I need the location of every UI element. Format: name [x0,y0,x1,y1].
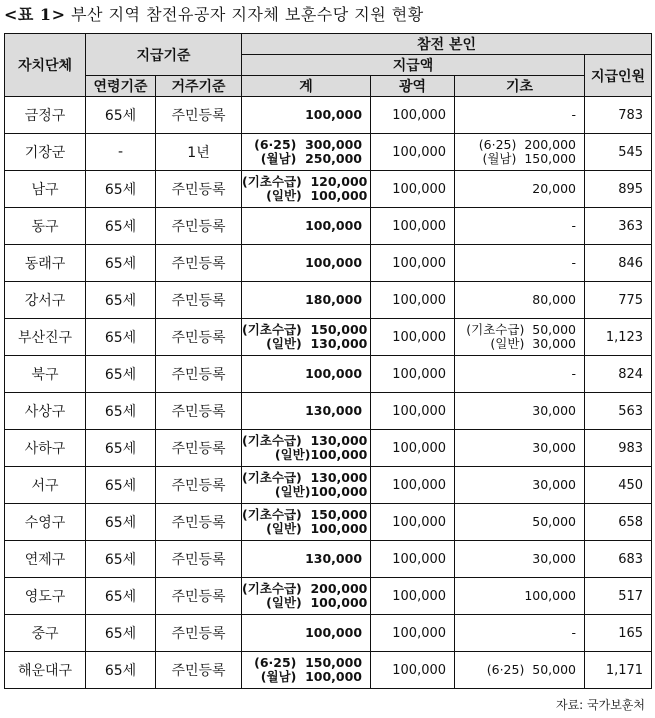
cell-basic-line: 30,000 [532,402,577,418]
cell-recipients: 658 [585,504,652,541]
cell-recipients: 824 [585,356,652,393]
cell-basic [455,319,585,356]
cell-recipients: 563 [585,393,652,430]
cell-total [242,97,371,134]
cell-basic [455,430,585,467]
cell-residence: 주민등록 [156,245,242,282]
cell-recipients: 1,171 [585,652,652,689]
cell-metro: 100,000 [371,393,455,430]
cell-age: 65세 [86,652,156,689]
cell-recipients: 846 [585,245,652,282]
cell-residence: 주민등록 [156,356,242,393]
table-row [5,97,652,134]
cell-total-line: (기초수급) 130,000 [242,469,368,485]
cell-age: 65세 [86,171,156,208]
cell-recipients: 683 [585,541,652,578]
cell-basic [455,171,585,208]
cell-metro: 100,000 [371,652,455,689]
cell-total-line: (6·25) 150,000 [254,654,363,670]
cell-total [242,171,371,208]
cell-basic-line: - [571,217,577,233]
cell-total-lines [305,293,362,307]
cell-residence: 주민등록 [156,171,242,208]
cell-basic-lines [572,108,577,122]
cell-total [242,430,371,467]
cell-recipients: 545 [585,134,652,171]
cell-total [242,319,371,356]
cell-basic-line: 30,000 [532,550,577,566]
header-recipients: 지급인원 [585,55,652,97]
table-row [5,652,652,689]
cell-total-line: 130,000 [305,550,363,566]
cell-recipients: 983 [585,430,652,467]
cell-total-line: (일반) 100,000 [266,594,368,610]
cell-basic-line: 20,000 [532,180,577,196]
cell-total-lines [305,626,362,640]
cell-recipients: 1,123 [585,319,652,356]
cell-region: 부산진구 [5,319,86,356]
cell-age: 65세 [86,430,156,467]
cell-total [242,578,371,615]
cell-total-line: (일반) 130,000 [266,335,368,351]
cell-region: 연제구 [5,541,86,578]
cell-total-line: (기초수급) 150,000 [242,321,368,337]
cell-basic [455,134,585,171]
source-note: 자료: 국가보훈처 [555,698,645,712]
cell-metro: 100,000 [371,504,455,541]
cell-basic [455,356,585,393]
cell-total [242,504,371,541]
cell-basic [455,467,585,504]
header-amount: 지급액 [242,55,585,76]
cell-region: 동구 [5,208,86,245]
cell-age: 65세 [86,356,156,393]
cell-metro: 100,000 [371,134,455,171]
cell-residence: 주민등록 [156,467,242,504]
cell-total-lines [242,175,367,203]
cell-total-lines [305,256,362,270]
cell-recipients: 517 [585,578,652,615]
cell-basic-line: (월남) 150,000 [482,150,577,166]
cell-age: 65세 [86,282,156,319]
cell-metro: 100,000 [371,578,455,615]
cell-basic [455,97,585,134]
cell-metro: 100,000 [371,467,455,504]
cell-basic-line: 80,000 [532,291,577,307]
cell-basic [455,615,585,652]
cell-recipients: 450 [585,467,652,504]
cell-total-line: (기초수급) 130,000 [242,432,368,448]
cell-basic-line: (6·25) 50,000 [486,661,577,677]
cell-basic-line: (6·25) 200,000 [478,136,577,152]
cell-region: 남구 [5,171,86,208]
cell-age: 65세 [86,208,156,245]
table-row [5,171,652,208]
cell-total-lines [254,656,362,684]
cell-total-line: (기초수급) 150,000 [242,506,368,522]
cell-residence: 주민등록 [156,208,242,245]
cell-total-lines [242,582,367,610]
table-caption: 부산 지역 참전유공자 지자체 보훈수당 지원 현황 [71,5,424,24]
cell-basic-line: - [571,254,577,270]
table-row [5,245,652,282]
cell-residence: 주민등록 [156,615,242,652]
cell-basic [455,578,585,615]
cell-total-lines [242,434,367,462]
table-row [5,541,652,578]
cell-age: 65세 [86,97,156,134]
cell-basic [455,245,585,282]
cell-total-line: 100,000 [305,365,363,381]
cell-basic-lines [532,441,576,455]
cell-basic-line: - [571,106,577,122]
cell-basic-lines [524,589,576,603]
cell-basic-lines [572,219,577,233]
cell-basic [455,652,585,689]
cell-total-line: (기초수급) 120,000 [242,173,368,189]
cell-total-line: 180,000 [305,291,363,307]
cell-residence: 주민등록 [156,97,242,134]
cell-basic-lines [572,626,577,640]
table-row [5,208,652,245]
cell-basic-lines [479,138,576,166]
cell-total-line: 100,000 [305,624,363,640]
cell-region: 영도구 [5,578,86,615]
cell-age: 65세 [86,467,156,504]
table-number: <표 1> [4,5,66,24]
cell-total-lines [242,471,367,499]
cell-total [242,615,371,652]
header-metro: 광역 [371,76,455,97]
cell-residence: 주민등록 [156,541,242,578]
header-basic: 기초 [455,76,585,97]
cell-total-line: 100,000 [305,254,363,270]
cell-total-line: (6·25) 300,000 [254,136,363,152]
header-criteria: 지급기준 [86,34,242,76]
cell-total-line: 100,000 [305,217,363,233]
cell-region: 동래구 [5,245,86,282]
cell-metro: 100,000 [371,430,455,467]
cell-recipients: 775 [585,282,652,319]
cell-total [242,134,371,171]
cell-basic-line: (기초수급) 50,000 [466,321,577,337]
cell-basic-line: 30,000 [532,439,577,455]
cell-basic-lines [532,552,576,566]
cell-metro: 100,000 [371,282,455,319]
header-veteran: 참전 본인 [242,34,652,55]
cell-region: 서구 [5,467,86,504]
cell-basic-lines [532,404,576,418]
cell-metro: 100,000 [371,208,455,245]
cell-basic-lines [532,182,576,196]
cell-residence: 주민등록 [156,504,242,541]
cell-basic-lines [572,367,577,381]
cell-total [242,208,371,245]
cell-region: 중구 [5,615,86,652]
cell-age: 65세 [86,504,156,541]
cell-metro: 100,000 [371,615,455,652]
cell-region: 강서구 [5,282,86,319]
table-row [5,319,652,356]
cell-total-lines [242,508,367,536]
cell-basic-lines [532,293,576,307]
cell-total [242,467,371,504]
cell-total [242,282,371,319]
cell-region: 금정구 [5,97,86,134]
cell-total-lines [254,138,362,166]
cell-total-line: (월남) 250,000 [260,150,363,166]
cell-metro: 100,000 [371,245,455,282]
cell-total-lines [305,108,362,122]
cell-total [242,393,371,430]
cell-residence: 1년 [156,134,242,171]
veteran-allowance-table [4,33,652,689]
cell-basic [455,282,585,319]
cell-total [242,356,371,393]
cell-region: 기장군 [5,134,86,171]
cell-recipients: 363 [585,208,652,245]
cell-region: 수영구 [5,504,86,541]
cell-total [242,245,371,282]
cell-recipients: 783 [585,97,652,134]
cell-region: 사하구 [5,430,86,467]
cell-residence: 주민등록 [156,578,242,615]
cell-basic [455,393,585,430]
cell-metro: 100,000 [371,171,455,208]
cell-age: - [86,134,156,171]
cell-basic [455,504,585,541]
cell-residence: 주민등록 [156,430,242,467]
cell-basic-line: - [571,624,577,640]
cell-basic [455,541,585,578]
cell-total-line: (일반) 100,000 [266,187,368,203]
cell-basic-lines [572,256,577,270]
cell-total-lines [305,552,362,566]
cell-total-lines [305,367,362,381]
cell-total-line: 100,000 [305,106,363,122]
cell-basic-line: 50,000 [532,513,577,529]
cell-total [242,541,371,578]
cell-region: 북구 [5,356,86,393]
cell-residence: 주민등록 [156,319,242,356]
cell-total-line: (월남) 100,000 [260,668,363,684]
table-row [5,393,652,430]
cell-age: 65세 [86,393,156,430]
cell-age: 65세 [86,541,156,578]
cell-total-lines [305,404,362,418]
cell-basic-line: - [571,365,577,381]
cell-age: 65세 [86,245,156,282]
table-row [5,504,652,541]
cell-residence: 주민등록 [156,652,242,689]
cell-basic-lines [487,663,576,677]
cell-region: 해운대구 [5,652,86,689]
table-row [5,430,652,467]
cell-total-line: (일반)100,000 [274,446,368,462]
cell-basic-lines [532,478,576,492]
cell-recipients: 165 [585,615,652,652]
table-row [5,578,652,615]
cell-total-lines [242,323,367,351]
header-residence: 거주기준 [156,76,242,97]
cell-total-lines [305,219,362,233]
cell-region: 사상구 [5,393,86,430]
cell-total-line: (기초수급) 200,000 [242,580,368,596]
cell-residence: 주민등록 [156,282,242,319]
cell-basic-line: 30,000 [532,476,577,492]
cell-basic-lines [466,323,576,351]
cell-recipients: 895 [585,171,652,208]
cell-residence: 주민등록 [156,393,242,430]
cell-total-line: (일반)100,000 [274,483,368,499]
cell-basic-line: (일반) 30,000 [490,335,577,351]
cell-total-line: (일반) 100,000 [266,520,368,536]
table-row [5,282,652,319]
cell-basic-lines [532,515,576,529]
table-row [5,467,652,504]
cell-basic-line: 100,000 [524,587,577,603]
cell-metro: 100,000 [371,541,455,578]
cell-metro: 100,000 [371,97,455,134]
header-region: 자치단체 [5,34,86,97]
cell-total-line: 130,000 [305,402,363,418]
cell-age: 65세 [86,578,156,615]
cell-metro: 100,000 [371,319,455,356]
cell-age: 65세 [86,615,156,652]
cell-basic [455,208,585,245]
cell-age: 65세 [86,319,156,356]
header-age: 연령기준 [86,76,156,97]
table-row [5,356,652,393]
cell-total [242,652,371,689]
table-row [5,134,652,171]
header-total: 계 [242,76,371,97]
cell-metro: 100,000 [371,356,455,393]
table-row [5,615,652,652]
table-title [4,2,424,25]
